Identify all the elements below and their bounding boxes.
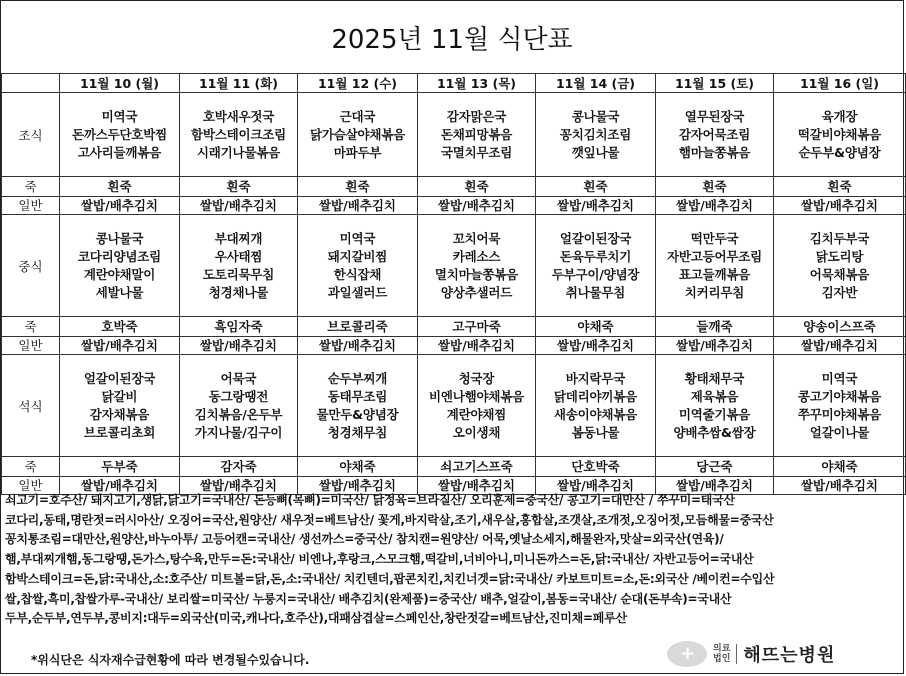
regular-cell: 쌀밥/배추김치 bbox=[180, 477, 298, 495]
menu-item: 동그랑땡전 bbox=[208, 388, 269, 404]
menu-item: 양상추샐러드 bbox=[440, 284, 513, 300]
regular-cell: 쌀밥/배추김치 bbox=[298, 477, 418, 495]
porridge-cell: 흰죽 bbox=[60, 177, 180, 197]
regular-cell: 쌀밥/배추김치 bbox=[656, 197, 774, 215]
menu-item: 도토리묵무침 bbox=[202, 266, 275, 282]
porridge-cell: 야채죽 bbox=[774, 457, 906, 477]
porridge-cell: 호박죽 bbox=[60, 317, 180, 337]
menu-cell bbox=[536, 93, 656, 177]
logo-subtitle-top: 의료 bbox=[713, 644, 731, 654]
menu-item: 청국장 bbox=[458, 370, 495, 386]
regular-cell: 쌀밥/배추김치 bbox=[60, 477, 180, 495]
origin-line: 꽁치통조림=대만산,원양산,바누아투/ 고등어캔=국내산/ 생선까스=중국산/ 참치캔=원양산/ 어묵,옛날소세지,해물완자,맛살=외국산(연육)/ bbox=[5, 532, 724, 547]
menu-item: 두부구이/양념장 bbox=[551, 266, 640, 282]
porridge-label: 죽 bbox=[2, 317, 60, 337]
hospital-cross-icon bbox=[667, 641, 707, 667]
menu-item: 떡만두국 bbox=[690, 230, 739, 246]
origin-line: 햄,부대찌개햄,동그랑땡,돈가스,탕수육,만두=돈:국내산/ 비엔나,후랑크,스모크햄,떡갈비,너비아니,미니돈까스=돈,닭:국내산/ 자반고등어=국내산 bbox=[5, 552, 754, 567]
menu-item: 미역국 bbox=[101, 108, 138, 124]
menu-item: 국멸치무조림 bbox=[440, 144, 513, 160]
regular-cell: 쌀밥/배추김치 bbox=[180, 337, 298, 355]
menu-item: 함박스테이크조림 bbox=[190, 126, 286, 142]
menu-item: 돈육두루치기 bbox=[559, 248, 632, 264]
day-header: 11월 12 (수) bbox=[298, 74, 418, 93]
menu-item: 열무된장국 bbox=[684, 108, 745, 124]
origin-line: 쇠고기=호주산/ 돼지고기,생닭,닭고기=국내산/ 돈등뼈(목뼈)=미국산/ 닭정육=브라질산/ 오리훈제=중국산/ 콩고기=대만산 / 쭈꾸미=태국산 bbox=[5, 493, 735, 507]
logo-subtitle bbox=[713, 644, 730, 664]
menu-item: 표고들깨볶음 bbox=[678, 266, 751, 282]
regular-cell: 쌀밥/배추김치 bbox=[180, 197, 298, 215]
lunch-regular-row bbox=[2, 337, 906, 355]
origin-line: 두부,순두부,연두부,콩비지:대두=외국산(미국,캐나다,호주산),대패삼겹살=스페인산,창란젓갈=베트남산,진미채=페루산 bbox=[5, 611, 627, 626]
porridge-cell: 브로콜리죽 bbox=[298, 317, 418, 337]
meal-label: 조식 bbox=[2, 93, 60, 177]
menu-item: 김치두부국 bbox=[809, 230, 870, 246]
menu-cell bbox=[418, 215, 536, 317]
porridge-cell: 흰죽 bbox=[298, 177, 418, 197]
regular-cell: 쌀밥/배추김치 bbox=[536, 477, 656, 495]
menu-item: 감자채볶음 bbox=[89, 406, 150, 422]
menu-cell bbox=[774, 215, 906, 317]
logo-divider bbox=[736, 644, 737, 664]
regular-cell: 쌀밥/배추김치 bbox=[60, 197, 180, 215]
menu-item: 미역국 bbox=[821, 370, 858, 386]
regular-label: 일반 bbox=[2, 337, 60, 355]
regular-cell: 쌀밥/배추김치 bbox=[60, 337, 180, 355]
footer-note: *위식단은 식자재수급현황에 따라 변경될수있습니다. bbox=[31, 653, 310, 667]
menu-item: 근대국 bbox=[339, 108, 376, 124]
regular-cell: 쌀밥/배추김치 bbox=[298, 197, 418, 215]
porridge-cell: 흰죽 bbox=[536, 177, 656, 197]
menu-item: 쭈꾸미야채볶음 bbox=[797, 406, 882, 422]
menu-item: 계란야채찜 bbox=[446, 406, 507, 422]
porridge-cell: 두부죽 bbox=[60, 457, 180, 477]
menu-item: 미역국 bbox=[339, 230, 376, 246]
menu-item: 우사태찜 bbox=[214, 248, 263, 264]
menu-cell bbox=[774, 93, 906, 177]
menu-cell bbox=[60, 93, 180, 177]
menu-item: 돈까스두단호박찜 bbox=[71, 126, 167, 142]
regular-cell: 쌀밥/배추김치 bbox=[418, 337, 536, 355]
menu-item: 꼬치어묵 bbox=[452, 230, 501, 246]
menu-item: 청경채무침 bbox=[327, 424, 388, 440]
menu-item: 순두부찌개 bbox=[327, 370, 388, 386]
menu-item: 부대찌개 bbox=[214, 230, 263, 246]
porridge-cell: 고구마죽 bbox=[418, 317, 536, 337]
menu-cell bbox=[298, 93, 418, 177]
menu-item: 시래기나물볶음 bbox=[196, 144, 281, 160]
regular-cell: 쌀밥/배추김치 bbox=[656, 337, 774, 355]
menu-item: 양배추쌈&쌈장 bbox=[673, 424, 756, 440]
menu-cell bbox=[180, 215, 298, 317]
regular-cell: 쌀밥/배추김치 bbox=[774, 197, 906, 215]
menu-item: 햄마늘쫑볶음 bbox=[678, 144, 751, 160]
menu-item: 호박새우젓국 bbox=[202, 108, 275, 124]
regular-cell: 쌀밥/배추김치 bbox=[536, 337, 656, 355]
day-header: 11월 10 (월) bbox=[60, 74, 180, 93]
menu-item: 봄동나물 bbox=[571, 424, 620, 440]
menu-cell bbox=[180, 93, 298, 177]
menu-cell bbox=[536, 355, 656, 457]
menu-item: 마파두부 bbox=[333, 144, 382, 160]
menu-item: 가지나물/김구이 bbox=[194, 424, 283, 440]
menu-item: 세발나물 bbox=[95, 284, 144, 300]
menu-cell bbox=[656, 93, 774, 177]
menu-item: 순두부&양념장 bbox=[798, 144, 881, 160]
menu-item: 자반고등어무조림 bbox=[666, 248, 762, 264]
origin-line: 코다리,동태,명란젓=러시아산/ 오징어=국산,원양산/ 새우젓=베트남산/ 꽃게,바지락살,조기,새우살,홍합살,조갯살,조개젓,오징어젓,모듬해물=중국산 bbox=[5, 512, 774, 527]
porridge-cell: 흰죽 bbox=[656, 177, 774, 197]
regular-cell: 쌀밥/배추김치 bbox=[418, 477, 536, 495]
lunch-porridge-row bbox=[2, 317, 906, 337]
day-header: 11월 16 (일) bbox=[774, 74, 906, 93]
day-header-row bbox=[2, 74, 906, 93]
menu-item: 콩나물국 bbox=[95, 230, 144, 246]
porridge-cell: 흰죽 bbox=[418, 177, 536, 197]
porridge-cell: 단호박죽 bbox=[536, 457, 656, 477]
dinner-porridge-row bbox=[2, 457, 906, 477]
menu-cell bbox=[298, 355, 418, 457]
porridge-cell: 감자죽 bbox=[180, 457, 298, 477]
regular-cell: 쌀밥/배추김치 bbox=[774, 477, 906, 495]
meal-label: 석식 bbox=[2, 355, 60, 457]
origin-notice bbox=[1, 489, 905, 631]
menu-item: 황태채무국 bbox=[684, 370, 745, 386]
porridge-label: 죽 bbox=[2, 457, 60, 477]
origin-line: 함박스테이크=돈,닭:국내산,소:호주산/ 미트볼=닭,돈,소:국내산/ 치킨텐더,팝콘치킨,치킨너겟=닭:국내산/ 카보트미트=소,돈:외국산 /베이컨=수입산 bbox=[5, 571, 775, 586]
menu-item: 어묵국 bbox=[220, 370, 257, 386]
corner-cell bbox=[2, 74, 60, 93]
regular-cell: 쌀밥/배추김치 bbox=[298, 337, 418, 355]
regular-label: 일반 bbox=[2, 477, 60, 495]
menu-item: 얼갈이나물 bbox=[809, 424, 870, 440]
menu-item: 새송이야채볶음 bbox=[553, 406, 638, 422]
menu-cell bbox=[656, 215, 774, 317]
regular-cell: 쌀밥/배추김치 bbox=[774, 337, 906, 355]
menu-item: 고사리들깨볶음 bbox=[77, 144, 162, 160]
menu-item: 육개장 bbox=[821, 108, 858, 124]
porridge-cell: 야채죽 bbox=[536, 317, 656, 337]
menu-item: 떡갈비야채볶음 bbox=[797, 126, 882, 142]
menu-item: 얼갈이된장국 bbox=[559, 230, 632, 246]
porridge-cell: 당근죽 bbox=[656, 457, 774, 477]
dinner-menu-row bbox=[2, 355, 906, 457]
day-header: 11월 11 (화) bbox=[180, 74, 298, 93]
menu-item: 깻잎나물 bbox=[571, 144, 620, 160]
page-title: 2025년 11월 식단표 bbox=[1, 1, 903, 74]
menu-item: 카레소스 bbox=[452, 248, 501, 264]
menu-item: 어묵채볶음 bbox=[809, 266, 870, 282]
menu-item: 멸치마늘쫑볶음 bbox=[434, 266, 519, 282]
logo-subtitle-bottom: 법인 bbox=[713, 654, 731, 664]
lunch-menu-row bbox=[2, 215, 906, 317]
meal-label: 중식 bbox=[2, 215, 60, 317]
day-header: 11월 15 (토) bbox=[656, 74, 774, 93]
menu-cell bbox=[180, 355, 298, 457]
menu-cell bbox=[774, 355, 906, 457]
porridge-cell: 흰죽 bbox=[774, 177, 906, 197]
menu-item: 과일샐러드 bbox=[327, 284, 388, 300]
menu-item: 한식잡채 bbox=[333, 266, 382, 282]
menu-item: 물만두&양념장 bbox=[316, 406, 399, 422]
menu-item: 감자맑은국 bbox=[446, 108, 507, 124]
menu-item: 계란야채말이 bbox=[83, 266, 156, 282]
menu-item: 김치볶음/온두부 bbox=[194, 406, 283, 422]
menu-cell bbox=[418, 355, 536, 457]
regular-label: 일반 bbox=[2, 197, 60, 215]
menu-item: 감자어묵조림 bbox=[678, 126, 751, 142]
regular-cell: 쌀밥/배추김치 bbox=[656, 477, 774, 495]
menu-cell bbox=[60, 215, 180, 317]
day-header: 11월 13 (목) bbox=[418, 74, 536, 93]
porridge-cell: 흰죽 bbox=[180, 177, 298, 197]
menu-item: 동태무조림 bbox=[327, 388, 388, 404]
day-header: 11월 14 (금) bbox=[536, 74, 656, 93]
menu-item: 닭가슴살야채볶음 bbox=[309, 126, 405, 142]
breakfast-porridge-row bbox=[2, 177, 906, 197]
menu-item: 콩나물국 bbox=[571, 108, 620, 124]
breakfast-menu-row bbox=[2, 93, 906, 177]
menu-cell bbox=[298, 215, 418, 317]
menu-item: 코다리양념조림 bbox=[77, 248, 162, 264]
menu-item: 브로콜리초회 bbox=[83, 424, 156, 440]
porridge-cell: 양송이스프죽 bbox=[774, 317, 906, 337]
porridge-cell: 쇠고기스프죽 bbox=[418, 457, 536, 477]
menu-item: 치커리무침 bbox=[684, 284, 745, 300]
menu-item: 바지락무국 bbox=[565, 370, 626, 386]
menu-cell bbox=[536, 215, 656, 317]
menu-item: 제육볶음 bbox=[690, 388, 739, 404]
menu-item: 돼지갈비찜 bbox=[327, 248, 388, 264]
menu-item: 꽁치김치조림 bbox=[559, 126, 632, 142]
menu-item: 미역줄기볶음 bbox=[678, 406, 751, 422]
menu-item: 김자반 bbox=[821, 284, 858, 300]
menu-item: 돈채피망볶음 bbox=[440, 126, 513, 142]
menu-item: 얼갈이된장국 bbox=[83, 370, 156, 386]
regular-cell: 쌀밥/배추김치 bbox=[418, 197, 536, 215]
regular-cell: 쌀밥/배추김치 bbox=[536, 197, 656, 215]
menu-table bbox=[1, 73, 906, 495]
menu-cell bbox=[60, 355, 180, 457]
hospital-logo bbox=[667, 641, 835, 667]
menu-item: 닭데리야끼볶음 bbox=[553, 388, 638, 404]
breakfast-regular-row bbox=[2, 197, 906, 215]
menu-item: 오이생채 bbox=[452, 424, 501, 440]
porridge-cell: 야채죽 bbox=[298, 457, 418, 477]
menu-item: 콩고기야채볶음 bbox=[797, 388, 882, 404]
menu-item: 닭갈비 bbox=[101, 388, 138, 404]
menu-item: 닭도리탕 bbox=[815, 248, 864, 264]
porridge-cell: 들깨죽 bbox=[656, 317, 774, 337]
menu-item: 취나물무침 bbox=[565, 284, 626, 300]
porridge-label: 죽 bbox=[2, 177, 60, 197]
menu-cell bbox=[656, 355, 774, 457]
hospital-name: 해뜨는병원 bbox=[743, 645, 836, 666]
menu-item: 비엔나햄야채볶음 bbox=[428, 388, 524, 404]
menu-cell bbox=[418, 93, 536, 177]
menu-item: 청경채나물 bbox=[208, 284, 269, 300]
origin-line: 쌀,찹쌀,흑미,찹쌀가루-국내산/ 보리쌀=미국산/ 누룽지=국내산/ 배추김치(완제품)=중국산/ 배추,얼갈이,봄동=국내산/ 순대(돈부속)=국내산 bbox=[5, 591, 732, 606]
porridge-cell: 흑임자죽 bbox=[180, 317, 298, 337]
